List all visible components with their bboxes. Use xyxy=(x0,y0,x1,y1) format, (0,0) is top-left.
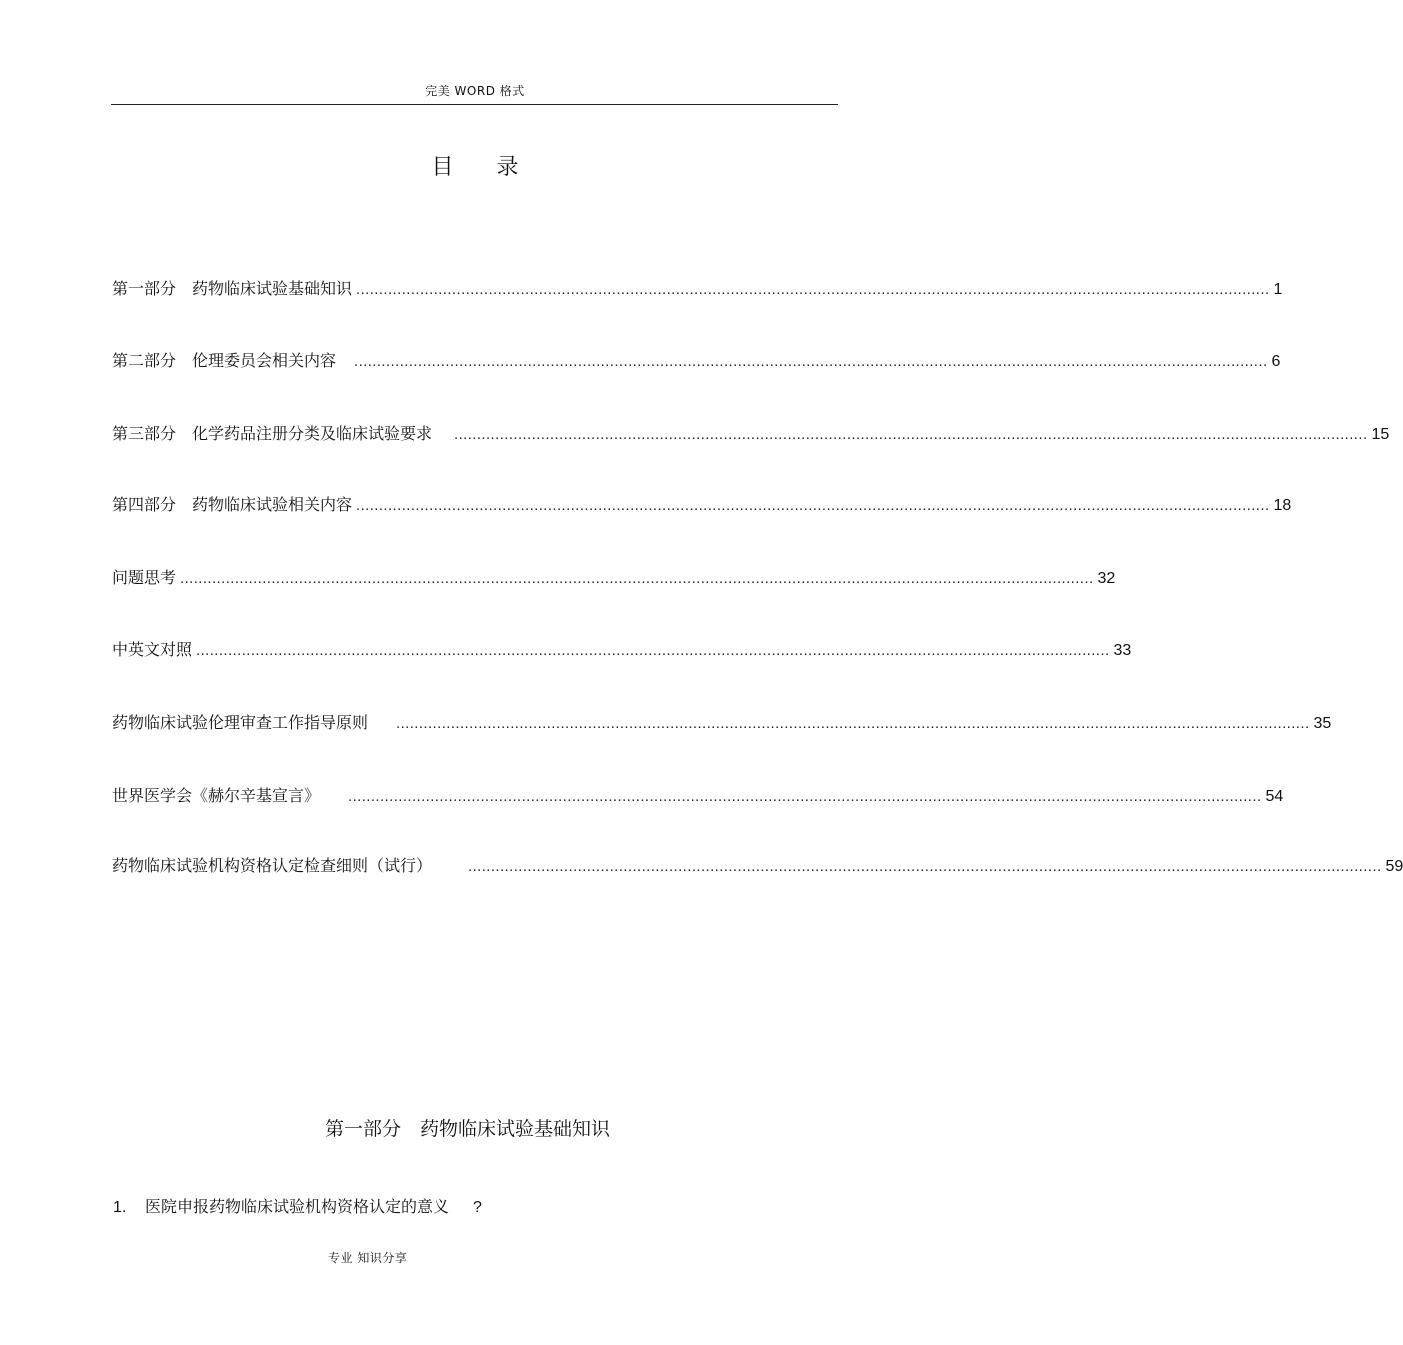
toc-entry-label: 问题思考 xyxy=(112,568,177,587)
toc-entry-label: 中英文对照 xyxy=(112,640,193,659)
toc-leader-dots: ........................................................................................................................................................................................................ xyxy=(356,281,1270,298)
toc-leader-dots: ........................................................................................................................................................................................................ xyxy=(468,858,1382,875)
toc-entry-label: 世界医学会《赫尔辛基宣言》 xyxy=(112,786,321,805)
toc-entry[interactable] xyxy=(112,492,1292,516)
toc-leader-dots: ........................................................................................................................................................................................................ xyxy=(396,715,1310,732)
toc-entry[interactable] xyxy=(112,565,1116,589)
question-mark: ? xyxy=(473,1199,482,1216)
toc-leader-dots: ........................................................................................................................................................................................................ xyxy=(180,570,1094,587)
toc-entry-label: 第二部分 伦理委员会相关内容 xyxy=(112,351,337,370)
toc-leader-dots: ........................................................................................................................................................................................................ xyxy=(354,353,1268,370)
toc-entry-label: 药物临床试验机构资格认定检查细则（试行） xyxy=(112,856,433,875)
toc-leader-dots: ........................................................................................................................................................................................................ xyxy=(454,426,1368,443)
toc-entry-page: 15 xyxy=(1371,426,1390,443)
toc-entry-page: 1 xyxy=(1273,281,1283,298)
toc-entry[interactable] xyxy=(112,637,1132,661)
toc-title: 目 录 xyxy=(431,155,537,180)
toc-entry[interactable] xyxy=(112,710,1332,734)
toc-entry-page: 32 xyxy=(1097,570,1116,587)
toc-entry-label: 第一部分 药物临床试验基础知识 xyxy=(112,279,353,298)
toc-entry[interactable] xyxy=(112,421,1390,445)
toc-entry-page: 18 xyxy=(1273,497,1292,514)
toc-leader-dots: ........................................................................................................................................................................................................ xyxy=(356,497,1270,514)
toc-entry-label: 药物临床试验伦理审查工作指导原则 xyxy=(112,713,369,732)
toc-entry[interactable] xyxy=(112,276,1283,300)
question-item xyxy=(113,1194,482,1217)
toc-entry-label: 第四部分 药物临床试验相关内容 xyxy=(112,495,353,514)
header-divider xyxy=(111,104,838,105)
toc-leader-dots: ........................................................................................................................................................................................................ xyxy=(196,642,1110,659)
page-footer: 专业 知识分享 xyxy=(328,1251,408,1265)
toc-leader-dots: ........................................................................................................................................................................................................ xyxy=(348,788,1262,805)
toc-entry-page: 33 xyxy=(1113,642,1132,659)
question-number: 1. xyxy=(113,1199,127,1216)
toc-entry-label: 第三部分 化学药品注册分类及临床试验要求 xyxy=(112,424,433,443)
toc-entry-page: 6 xyxy=(1271,353,1281,370)
question-text: 医院申报药物临床试验机构资格认定的意义 xyxy=(145,1197,450,1216)
section-heading: 第一部分 药物临床试验基础知识 xyxy=(324,1118,610,1140)
toc-entry-page: 35 xyxy=(1313,715,1332,732)
toc-entry[interactable] xyxy=(112,853,1403,877)
toc-entry-page: 59 xyxy=(1385,858,1403,875)
page-header: 完美 WORD 格式 xyxy=(425,84,525,98)
toc-entry-page: 54 xyxy=(1265,788,1284,805)
toc-entry[interactable] xyxy=(112,348,1281,372)
toc-entry[interactable] xyxy=(112,783,1284,807)
